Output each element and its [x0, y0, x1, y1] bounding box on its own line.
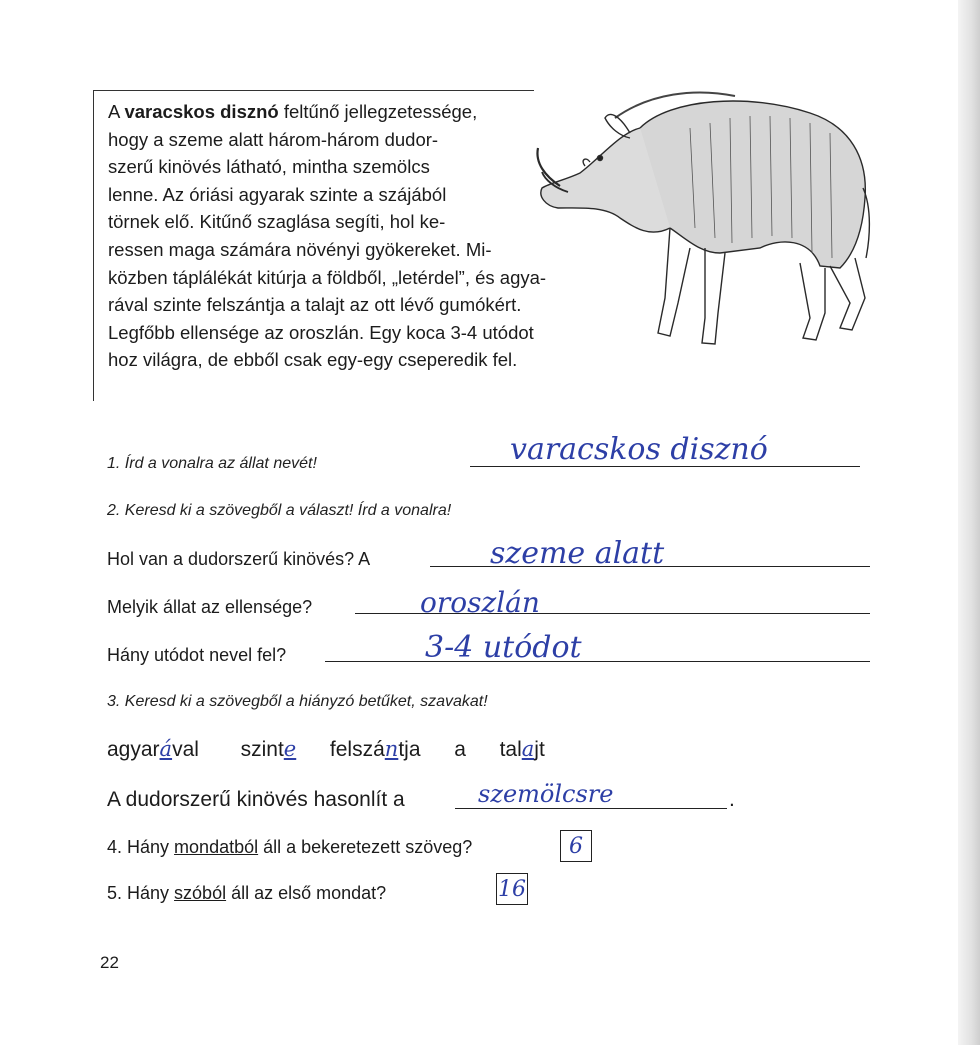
task1-title: 1. Írd a vonalra az állat nevét! [107, 455, 317, 472]
warthog-illustration [520, 88, 875, 358]
task5-answer-box[interactable]: 16 [496, 873, 528, 905]
paragraph-line: lenne. Az óriási agyarak szinte a szájából [108, 183, 447, 205]
underlined-word: szóból [174, 883, 227, 903]
sentence-period: . [729, 788, 735, 811]
paragraph-line: közben táplálékát kitúrja a földből, „letérdel”, és agya- [108, 266, 547, 288]
task3-sentence-answer[interactable]: szemölcsre [478, 780, 614, 808]
task2-title: 2. Keresd ki a szövegből a választ! Írd a vonalra! [107, 502, 452, 519]
underlined-word: mondatból [174, 837, 259, 857]
page-edge [958, 0, 980, 1045]
paragraph-line: hogy a szeme alatt három-három dudor- [108, 128, 439, 150]
fill-in-letter[interactable]: a [521, 737, 535, 761]
paragraph-line: A varacskos disznó feltűnő jellegzetessége, [108, 101, 478, 122]
task3-sentence: A dudorszerű kinövés hasonlít a [107, 788, 405, 811]
fill-in-letter[interactable]: á [159, 737, 173, 761]
task1-answer[interactable]: varacskos disznó [510, 432, 768, 467]
answer-line [455, 808, 727, 809]
animal-name-bold: varacskos disznó [124, 101, 279, 122]
task2-question-2: Melyik állat az ellensége? [107, 597, 313, 617]
task2-question-1: Hol van a dudorszerű kinövés? A [107, 549, 371, 569]
paragraph-line: Legfőbb ellensége az oroszlán. Egy koca 3-4 utódot [108, 321, 534, 343]
task3-word-row: agyarával szinte felszántja a talajt [107, 737, 545, 761]
answer-line [325, 661, 870, 662]
task2-question-3: Hány utódot nevel fel? [107, 645, 287, 665]
fill-in-letter[interactable]: n [384, 737, 399, 761]
task5-question: 5. Hány szóból áll az első mondat? [107, 883, 387, 903]
task4-question: 4. Hány mondatból áll a bekeretezett szöveg? [107, 837, 473, 857]
paragraph-line: rával szinte felszántja a talajt az ott lévő gumókért. [108, 294, 522, 316]
page-number: 22 [100, 953, 119, 972]
task2-answer-3[interactable]: 3-4 utódot [425, 630, 582, 665]
paragraph-line: ressen maga számára növényi gyökereket. Mi- [108, 238, 492, 260]
paragraph-line: törnek elő. Kitűnő szaglása segíti, hol ke- [108, 211, 446, 233]
task2-answer-2[interactable]: oroszlán [420, 586, 540, 619]
paragraph-line: szerű kinövés látható, mintha szemölcs [108, 156, 430, 178]
task4-answer-box[interactable]: 6 [560, 830, 592, 862]
paragraph-line: hoz világra, de ebből csak egy-egy cseperedik fel. [108, 349, 518, 371]
show-through [700, 420, 900, 920]
task3-title: 3. Keresd ki a szövegből a hiányzó betűket, szavakat! [107, 693, 488, 710]
fill-in-letter[interactable]: e [283, 737, 297, 761]
task2-answer-1[interactable]: szeme alatt [490, 536, 665, 571]
